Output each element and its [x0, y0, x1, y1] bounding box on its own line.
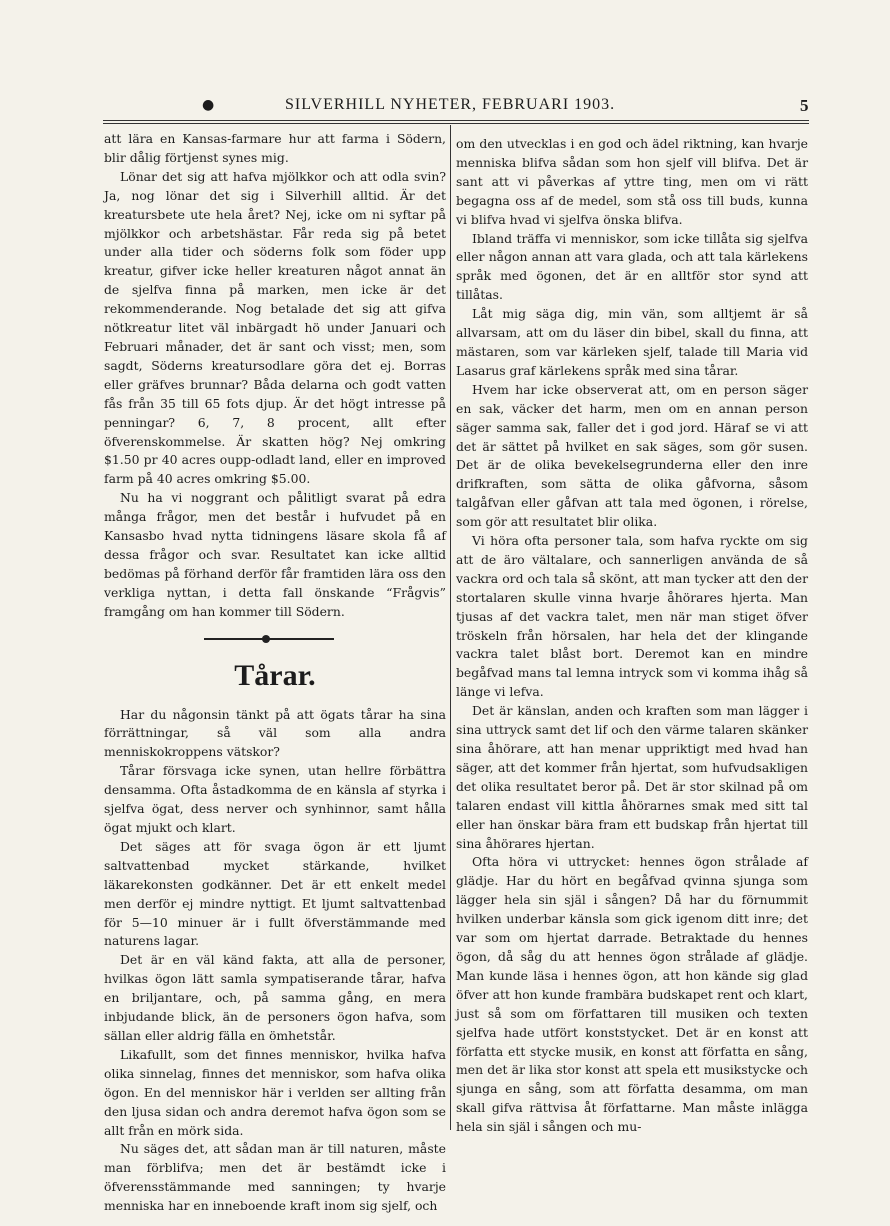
paragraph: Nu ha vi noggrant och pålitligt svarat på edra många frågor, men det består i hufvudet på en Kansasbo hvad nytta tidningens läsare skola få af dessa frågor och svar. Resultatet kan icke alltid bedömas på förhand derför får framtiden lära oss den verkliga nyttan, i detta fall önskande “Frågvis” framgång om han kommer till Södern.	[104, 490, 446, 619]
left-column	[104, 130, 446, 1216]
paragraph: Har du någonsin tänkt på att ögats tårar ha sina förrättningar, så väl som alla andra menniskokroppens vätskor?	[104, 706, 446, 760]
header-rule-bottom	[103, 123, 809, 124]
paragraph: Det säges att för svaga ögon är ett ljumt saltvattenbad mycket stärkande, hvilket läkarekonsten godkänner. Det är ett enkelt medel men derför ej mindre nyttigt. Et ljumt saltvattenbad för 5—10 minuer är i fullt öfverstämmande med naturens lagar.	[104, 838, 446, 949]
paragraph: Nu säges det, att sådan man är till naturen, måste man förblifva; men det är bestämdt icke i öfverensstämmande med sanningen; ty hvarje menniska har en inneboende kraft inom sig sjelf, och	[104, 1141, 446, 1214]
paragraph: Hvem har icke observerat att, om en person säger en sak, väcker det harm, men om en annan person säger samma sak, faller det i god jord. Häraf se vi att det är sättet på hvilket en sak säges, som gör susen. Det är de olika bevekelsegrunderna eller den inre drifkraften, som sätta de olika gåfvorna, såsom talgåfvan eller gåfvan att tala med ögonen, i rörelse, som gör att resultatet blir olika.	[456, 381, 808, 530]
bullet-ornament-icon: ●	[202, 97, 215, 113]
running-title: SILVERHILL NYHETER, FEBRUARI 1903.	[285, 96, 616, 113]
paragraph: Det är en väl känd fakta, att alla de personer, hvilkas ögon lätt samla sympatiserande tårar, hafva en briljantare, och, på samma gång, en mera inbjudande blick, än de personers ögon hafva, som sällan eller aldrig fälla en ömhetstår.	[104, 952, 446, 1043]
paragraph: Låt mig säga dig, min vän, som alltjemt är så allvarsam, att om du läser din bibel, skall du finna, att mästaren, som var kärleken sjelf, talade till Maria vid Lasarus graf kärlekens språk med sina tårar.	[456, 306, 808, 378]
column-divider	[450, 125, 451, 1130]
section-divider	[204, 638, 334, 640]
running-header	[100, 93, 820, 115]
header-rule-top	[103, 120, 809, 121]
paragraph: Lönar det sig att hafva mjölkkor och att odla svin? Ja, nog lönar det sig i Silverhill alltid. Är det kreatursbete ute hela året? Nej, icke om ni syftar på mjölkkor och arbetshästar. Får reda sig på betet under alla tider och söderns folk som föder upp kreatur, gifver icke heller kreaturen något annat än de sjelfva finna på marken, men icke är det rekommenderande. Nog betalade det sig att gifva nötkreatur litet väl inbärgadt hö under Januari och Februari månader, det är sant och visst; men, som sagdt, Söderns kreatursodlare göra det ej. Borras eller gräfves brunnar? Båda delarna och godt vatten fås från 35 till 65 fots djup. Är det högt intresse på penningar? 6, 7, 8 procent, allt efter öfverenskommelse. Är skatten hög? Nej omkring $1.50 pr 40 acres oupp-odladt land, eller en improved farm på 40 acres omkring $5.00.	[104, 168, 446, 487]
paragraph: Vi höra ofta personer tala, som hafva ryckte om sig att de äro vältalare, och sannerligen använda de så vackra ord och tala så skönt, att man tycker att den der stortalaren skulle vinna hvarje åhörares hjerta. Man tjusas af det vackra talet, men när man stiget öfver tröskeln från hörsalen, har hela det der klingande vackra talet blåst bort. Deremot kan en mindre begåfvad mans tal lemna intryck som vi komma ihåg så länge vi lefva.	[456, 533, 808, 700]
paragraph: Ibland träffa vi menniskor, som icke tillåta sig sjelfva eller någon annan att vara glada, och att tala kärlekens språk med ögonen, det är en alltför stor synd att tillåtas.	[456, 230, 808, 303]
page-number: 5	[800, 96, 809, 115]
paragraph: att lära en Kansas-farmare hur att farma i Södern, blir dålig förtjenst synes mig.	[104, 131, 446, 165]
divider-dot-icon	[262, 635, 270, 643]
paragraph: Tårar försvaga icke synen, utan hellre förbättra densamma. Ofta åstadkomma de en känsla af styrka i sjelfva ögat, dess nerver och synhinnor, samt hålla ögat mjukt och klart.	[104, 763, 446, 835]
paragraph: Likafullt, som det finnes menniskor, hvilka hafva olika sinnelag, finnes det menniskor, som hafva olika ögon. En del menniskor här i verlden ser allting från den ljusa sidan och andra deremot hafva ögon som se allt från en mörk sida.	[104, 1046, 446, 1138]
article-title: Tårar.	[234, 658, 316, 692]
paragraph: om den utvecklas i en god och ädel riktning, kan hvarje menniska blifva sådan som hon sjelf vill blifva. Det är sant att vi påverkas af yttre ting, men om vi rätt begagna oss af de medel, som stå oss till buds, kunna vi blifva hvad vi sjelfva önska blifva.	[456, 136, 808, 227]
right-column	[456, 135, 808, 1137]
paragraph: Det är känslan, anden och kraften som man lägger i sina uttryck samt det lif och den värme talaren skänker sina åhörare, att han menar uppriktigt med hvad han säger, att det kommer från hjertat, som hufvudsakligen det olika resultatet beror på. Det är stor skilnad på om talaren endast vill kittla åhörarnes smak med sitt tal eller han önskar bära fram ett budskap från hjertat till sina åhörares hjertan.	[456, 703, 808, 851]
paragraph: Ofta höra vi uttrycket: hennes ögon strålade af glädje. Har du hört en begåfvad qvinna sjunga som lägger hela sin själ i sången? Då har du förnummit hvilken underbar känsla som gick igenom ditt inre; det var som om hjertat darrade. Betraktade du hennes ögon, då såg du att hennes ögon strålade af glädje. Man kunde läsa i hennes ögon, att hon kände sig glad öfver att hon kunde frambära budskapet rent och klart, just så som om författaren till musiken och texten sjelfva hade utfört konststycket. Det är en konst att författa ett stycke musik, en konst att författa en sång, men det är lika stor konst att spela ett musikstycke och sjunga en sång, som att författa desamma, om man skall gifva rättvisa åt författarne. Man måste inlägga hela sin själ i sången och mu-	[456, 854, 808, 1135]
